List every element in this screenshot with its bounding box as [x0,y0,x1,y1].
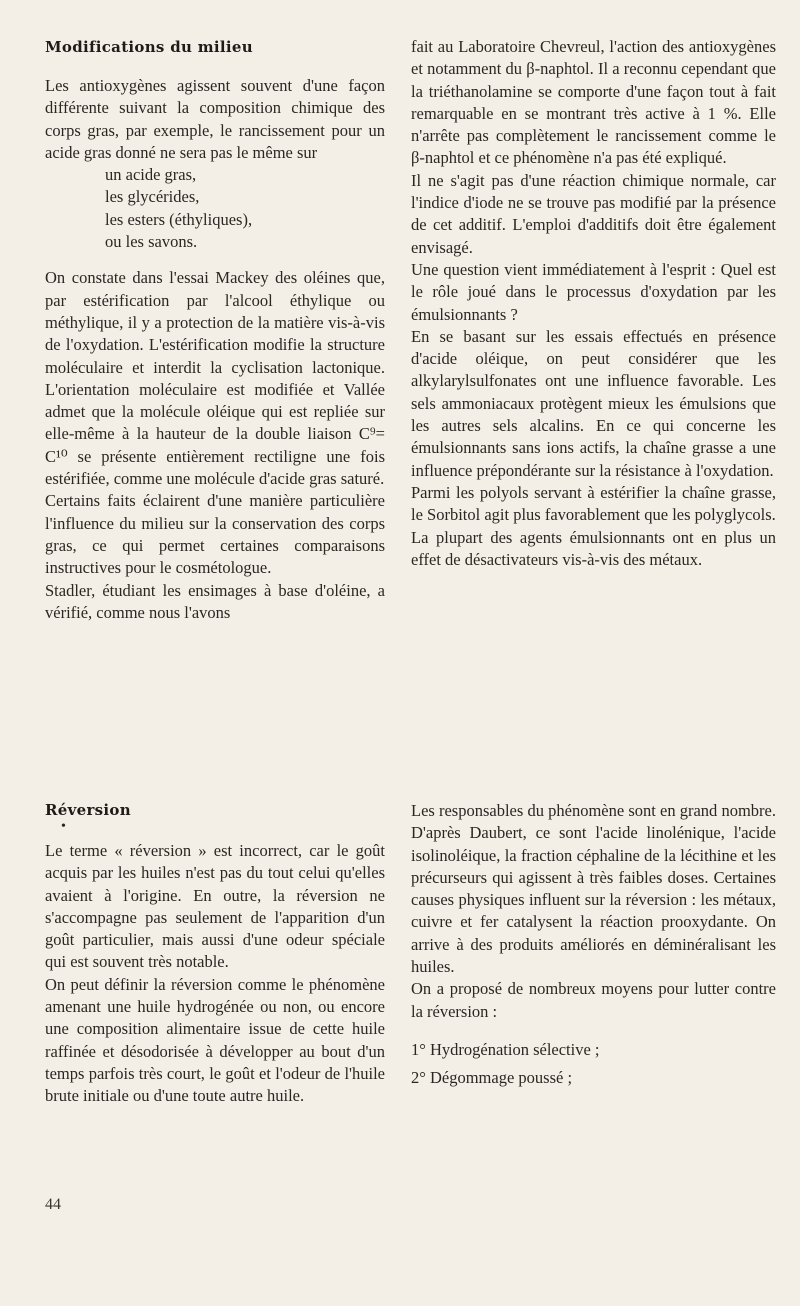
right-column-bottom [411,800,776,1090]
paragraph: Les responsables du phénomène sont en grand nombre. D'après Daubert, ce sont l'acide linolénique, l'acide isolinoléique, la fraction céphaline de la lécithine et les précurseurs qui agissent à très faibles doses. Certaines causes physiques influent sur la réversion : les métaux, cuivre et fer catalysent la réaction prooxydante. On arrive à des produits améliorés en déminéralisant les huiles. [411,801,776,977]
section-heading-reversion: Réversion [45,801,131,819]
paragraph: Il ne s'agit pas d'une réaction chimique normale, car l'indice d'iode ne se trouve pas modifié par la présence de cet additif. L'emploi d'additifs doit être également envisagé. [411,170,776,257]
left-column-bottom [45,800,385,1108]
paragraph: Certains faits éclairent d'une manière particulière l'influence du milieu sur la conservation des corps gras, ce qui permet certaines comparaisons instructives pour le cosmétologue. [45,491,385,578]
paragraph: On a proposé de nombreux moyens pour lutter contre la réversion : [411,979,776,1021]
section-heading-milieu: Modifications du milieu [45,38,253,56]
list-item: un acide gras, [105,165,197,185]
bullet-mark: • [61,819,66,834]
list-item: 2° Dégommage poussé ; [411,1068,573,1088]
list-item: les glycérides, [105,187,200,207]
list-item: ou les savons. [105,232,198,252]
paragraph: On peut définir la réversion comme le phénomène amenant une huile hydrogénée ou non, ou encore une composition alimentaire issue de cette huile raffinée et désodorisée à développer au bout d'un temps parfois très court, le goût et l'odeur de l'huile brute initiale ou d'une toute autre huile. [45,974,385,1106]
paragraph: Parmi les polyols servant à estérifier la chaîne grasse, le Sorbitol agit plus favorablement que les polyglycols. [411,482,776,525]
paragraph: Le terme « réversion » est incorrect, car le goût acquis par les huiles n'est pas du tout celui qu'elles avaient à l'origine. En outre, la réversion ne s'accompagne pas seulement de l'apparition d'un goût particulier, mais aussi d'une odeur spéciale qui est souvent très notable. [45,841,385,972]
list-item: 1° Hydrogénation sélective ; [411,1039,600,1059]
page-number: 44 [45,1196,61,1213]
paragraph: fait au Laboratoire Chevreul, l'action des antioxygènes et notamment du β-naphtol. Il a reconnu cependant que la triéthanolamine se comporte d'une façon tout à fait remarquable en se montrant très active à 1 %. Elle n'arrête pas complètement le rancissement comme le β-naphtol et ce phénomène n'a pas été expliqué. [411,37,776,168]
right-column-top [411,36,776,571]
left-column-top [45,37,385,624]
paragraph: Stadler, étudiant les ensimages à base d'oléine, a vérifié, comme nous l'avons [45,580,385,622]
paragraph: Les antioxygènes agissent souvent d'une façon différente suivant la composition chimique des corps gras, par exemple, le rancissement pour un acide gras donné ne sera pas le même sur [45,76,385,162]
paragraph: En se basant sur les essais effectués en présence d'acide oléique, on peut considérer que les alkylarylsulfonates ont une influence favorable. Les sels ammoniacaux protègent mieux les émulsions que les autres sels alcalins. En ce qui concerne les émulsionnants sans ions actifs, la chaîne grasse a une influence prépondérante sur la résistance à l'oxydation. [411,326,776,480]
paragraph: On constate dans l'essai Mackey des oléines que, par estérification par l'alcool éthylique ou méthylique, il y a protection de la matière vis-à-vis de l'oxydation. L'estérification modifie la structure moléculaire et interdit la cyclisation lactonique. L'orientation moléculaire est modifiée et Vallée admet que la molécule oléique qui est repliée sur elle-même à la hauteur de la double liaison C⁹= C¹⁰ se présente entièrement rectiligne une fois estérifiée, comme une molécule d'acide gras saturé. [45,268,385,489]
paragraph: La plupart des agents émulsionnants ont en plus un effet de désactivateurs vis-à-vis des métaux. [411,527,776,569]
list-item: les esters (éthyliques), [105,209,253,229]
paragraph: Une question vient immédiatement à l'esprit : Quel est le rôle joué dans le processus d'oxydation par les émulsionnants ? [411,259,776,324]
